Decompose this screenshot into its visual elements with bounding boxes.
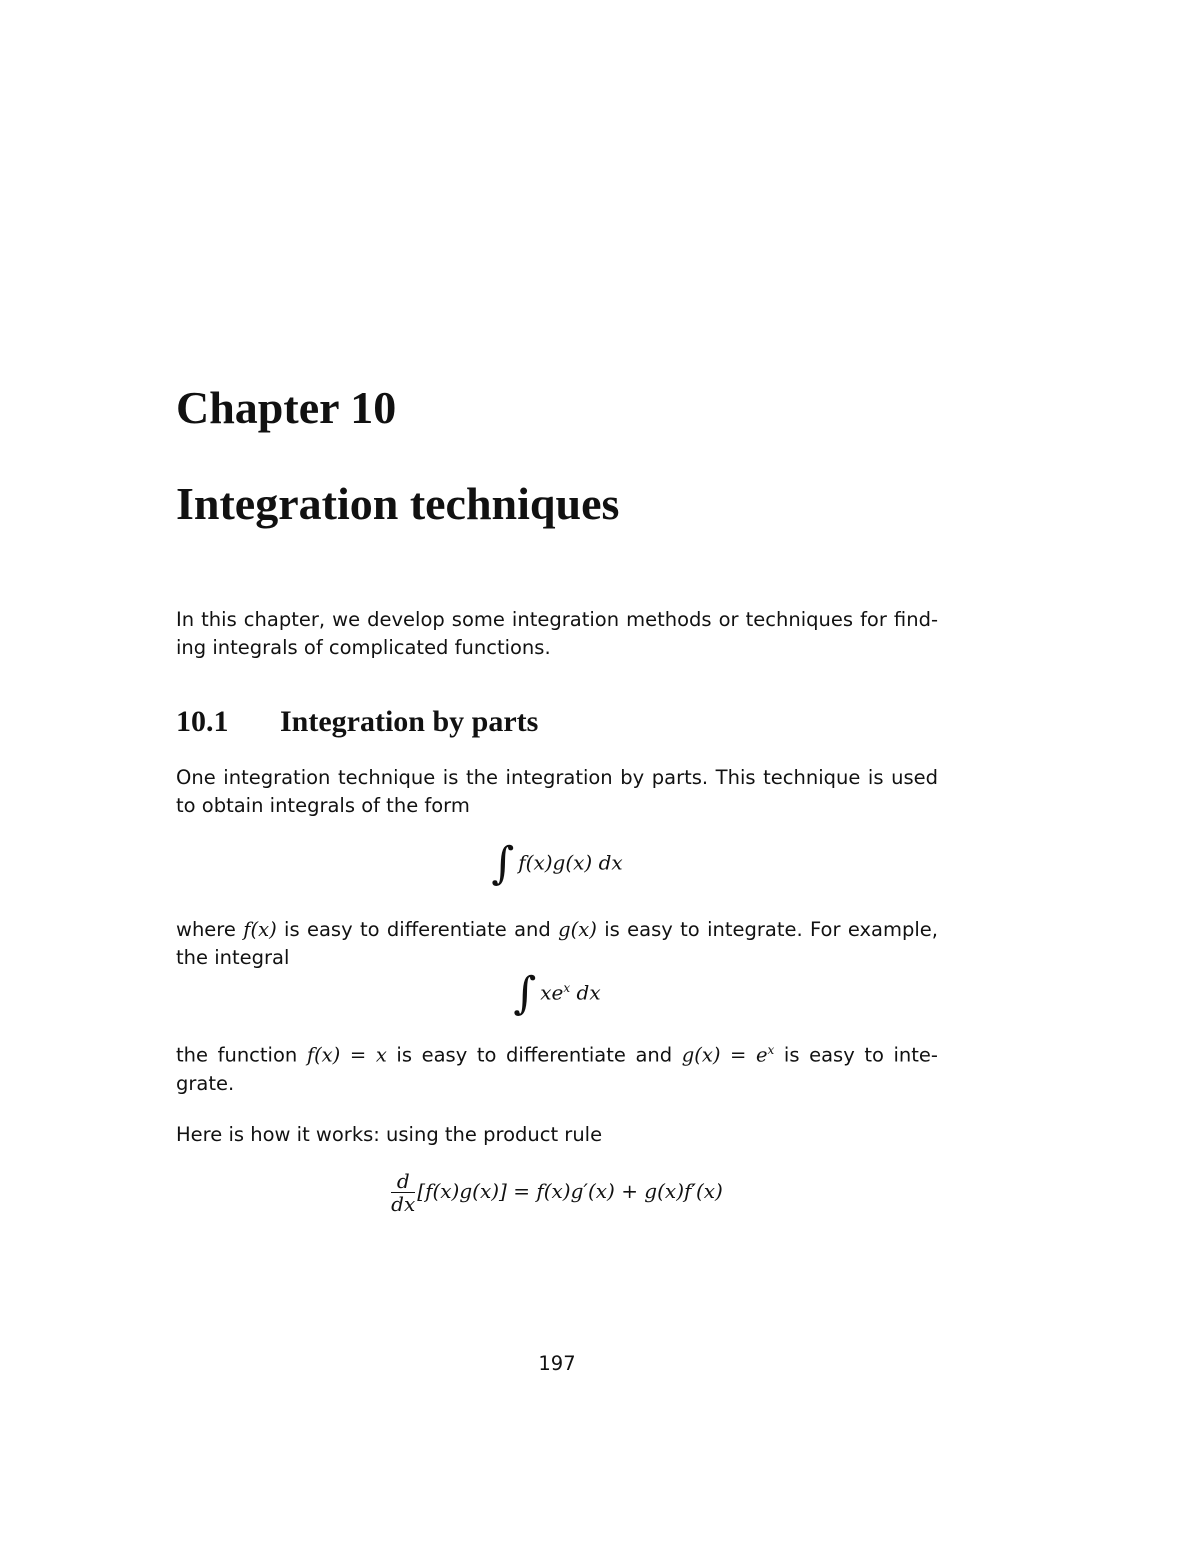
equation-dx: dx: [570, 980, 601, 1005]
para3-g-exp: x: [767, 1043, 775, 1057]
para2-mid: is easy to differentiate and: [276, 918, 559, 941]
para4-line-1: Here is how it works: using the product rule: [176, 1123, 603, 1146]
integral-sign: ∫: [513, 968, 537, 1019]
chapter-title: Integration techniques: [176, 478, 620, 529]
paragraph-where: [176, 916, 938, 972]
para1-line-2: to obtain integrals of the form: [176, 794, 470, 817]
para2-end: is easy to integrate. For example,: [596, 918, 938, 941]
fraction-numerator: d: [391, 1170, 415, 1193]
fraction-denominator: dx: [391, 1192, 416, 1216]
section-title: Integration by parts: [280, 705, 539, 738]
para1-line-1: One integration technique is the integration by parts. This technique is used: [176, 766, 938, 789]
section-number: 10.1: [176, 705, 229, 738]
equation-integral-xex: [176, 968, 938, 1019]
paragraph-product-rule: [176, 1121, 938, 1149]
para3-mid: is easy to differentiate and: [386, 1043, 682, 1067]
para2-g: g(x): [558, 918, 597, 941]
section-heading: [176, 702, 538, 742]
equation-base: xe: [540, 980, 564, 1005]
para3-end: is easy to inte-: [774, 1043, 938, 1067]
para3-g-expr: g(x) = e: [681, 1043, 768, 1067]
para2-where: where: [176, 918, 244, 941]
intro-paragraph: [176, 606, 938, 662]
intro-line-1: In this chapter, we develop some integration methods or techniques for find-: [176, 608, 938, 631]
chapter-label: Chapter 10: [176, 382, 397, 433]
paragraph-function: [176, 1036, 938, 1098]
equation-integrand: f(x)g(x) dx: [518, 850, 623, 875]
equation-product-rule-rest: [f(x)g(x)] = f(x)g′(x) + g(x)f′(x): [417, 1179, 723, 1203]
paragraph-integration-by-parts: [176, 764, 938, 820]
intro-line-2: ing integrals of complicated functions.: [176, 636, 551, 659]
para2-line-2: the integral: [176, 946, 290, 969]
para3-line-1: [176, 1036, 938, 1070]
document-page: [176, 0, 938, 1553]
equation-integral-fg: [176, 838, 938, 889]
para3-line-2: grate.: [176, 1071, 235, 1095]
para3-f-expr: f(x) = x: [306, 1043, 387, 1067]
integral-sign: ∫: [491, 838, 515, 889]
para2-line-1: [176, 916, 938, 944]
para3-start: the function: [176, 1043, 307, 1067]
para2-f: f(x): [243, 918, 277, 941]
derivative-fraction: [391, 1170, 415, 1215]
equation-exponent: x: [563, 980, 571, 995]
page-number: 197: [538, 1352, 576, 1375]
equation-product-rule: [176, 1170, 938, 1215]
